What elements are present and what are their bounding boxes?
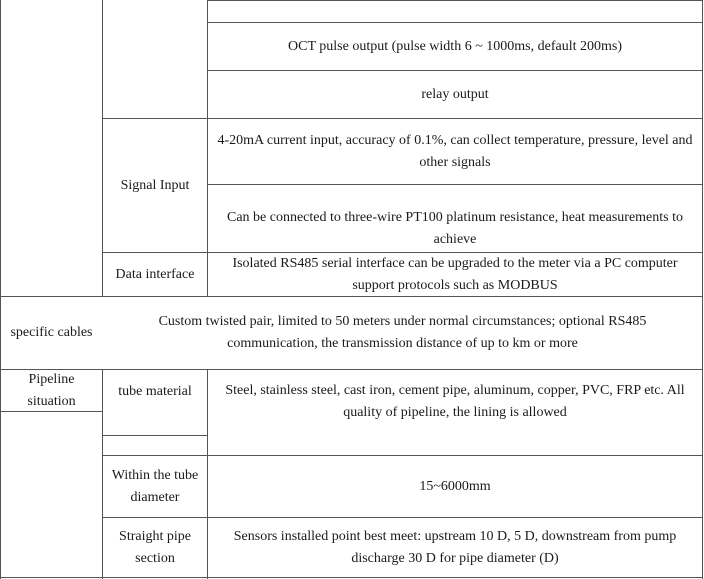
data-interface-value: Isolated RS485 serial interface can be upgraded to the meter via a PC computer support protocols such as MODBUS xyxy=(232,255,678,293)
relay-output-value: relay output xyxy=(421,86,489,102)
specific-cables-value: Custom twisted pair, limited to 50 meters under normal circumstances; optional RS485 communication, the transmission distance of up to km or more xyxy=(158,314,647,351)
tube-material-label: tube material xyxy=(118,383,192,399)
pt100-value: Can be connected to three-wire PT100 platinum resistance, heat measurements to achieve xyxy=(226,209,683,247)
row-line-12 xyxy=(0,577,703,578)
current-input-value: 4-20mA current input, accuracy of 0.1%, can collect temperature, pressure, level and other signals xyxy=(217,132,693,170)
pipeline-situation-label: Pipeline situation xyxy=(27,371,76,409)
row-line-9 xyxy=(102,435,207,436)
tube-diameter-value: 15~6000mm xyxy=(419,478,491,494)
data-interface-label: Data interface xyxy=(115,266,195,282)
straight-pipe-label: Straight pipe section xyxy=(119,528,191,566)
tube-diameter-label: Within the tube diameter xyxy=(111,467,199,505)
row-line-0 xyxy=(207,0,703,1)
tube-material-value: Steel, stainless steel, cast iron, cement pipe, aluminum, copper, PVC, FRP etc. All quality of pipeline, the lining is allowed xyxy=(225,383,685,420)
table-border-right xyxy=(702,0,703,579)
table-border-left xyxy=(0,0,1,579)
specific-cables-label: specific cables xyxy=(10,325,93,340)
oct-pulse-output-value: OCT pulse output (pulse width 6 ~ 1000ms, default 200ms) xyxy=(288,38,622,54)
signal-input-label: Signal Input xyxy=(120,177,190,193)
straight-pipe-value: Sensors installed point best meet: upstream 10 D, 5 D, downstream from pump discharge 30 D for pipe diameter (D) xyxy=(233,528,677,566)
